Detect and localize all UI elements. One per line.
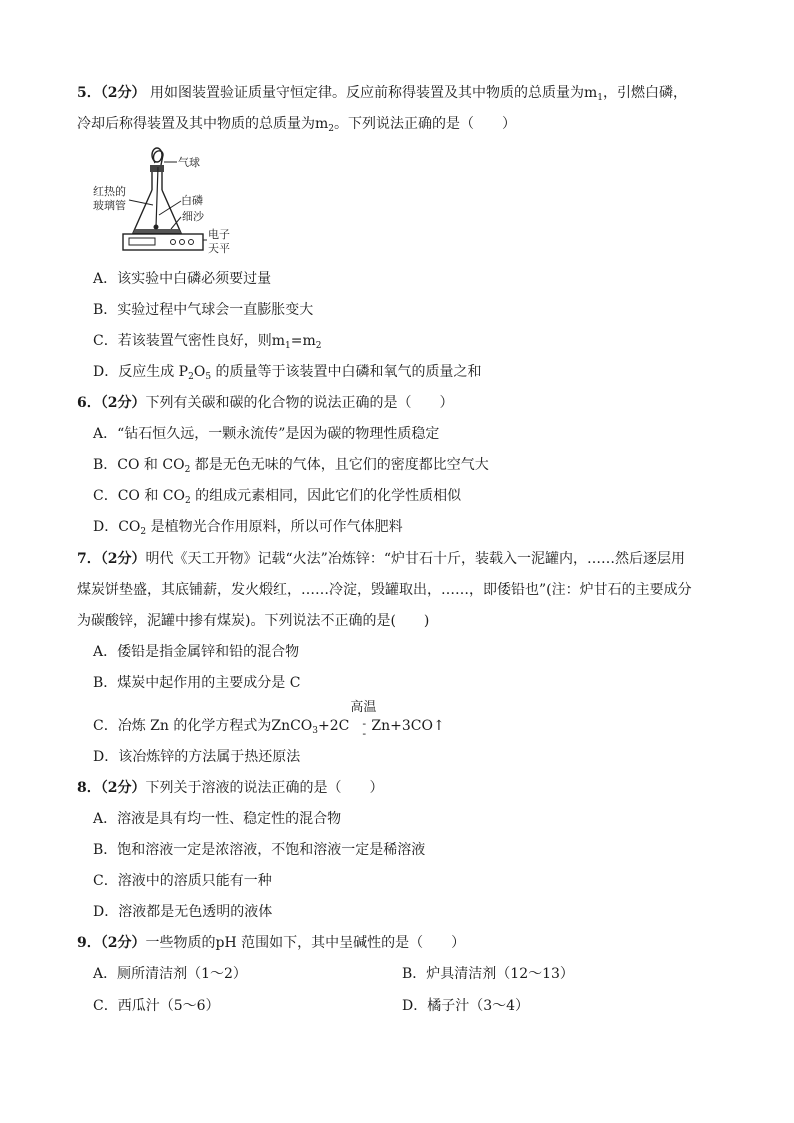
q5-sub-m2: 2 <box>328 124 335 134</box>
q7-stem-line1 <box>77 549 685 569</box>
q5-optd-a: D．反应生成 P <box>93 364 189 380</box>
q5-option-a: A．该实验中白磷必须要过量 <box>93 271 272 287</box>
q7-stem-line2: 煤炭饼垫盛，其底铺薪，发火煅红，……冷淀，毁罐取出，……，即倭铅也”(注：炉甘石的主要成分 <box>77 582 692 598</box>
q6-optd-a: D．CO <box>93 519 141 535</box>
white-phosphorus-mark <box>154 225 159 230</box>
q5-stem-line2 <box>77 114 516 134</box>
q7-option-c <box>93 700 445 740</box>
q9-score: （2分） <box>100 935 146 951</box>
q7-option-d: D．该冶炼锌的方法属于热还原法 <box>93 749 301 765</box>
label-glass-tube-1: 红热的 <box>93 185 126 198</box>
q5-apparatus-figure <box>93 145 253 260</box>
label-balance-2: 天平 <box>208 242 230 255</box>
q6-option-c <box>93 486 461 506</box>
q7-stem-line3: 为碳酸锌，泥罐中掺有煤炭)。下列说法不正确的是( ) <box>77 613 430 629</box>
q7-score: （2分） <box>100 551 146 567</box>
q6-optc-a: C．CO 和 CO <box>93 488 185 504</box>
label-glass-tube-2: 玻璃管 <box>93 199 126 212</box>
q5-optc-sub1: 1 <box>285 341 291 351</box>
q5-text-d: 。下列说法正确的是（ ） <box>334 116 517 132</box>
q7-option-a: A．倭铅是指金属锌和铅的混合物 <box>93 644 300 660</box>
q5-option-d <box>93 362 482 382</box>
q5-optd-sub2: 5 <box>205 372 212 382</box>
leader-phosphorus <box>159 201 181 215</box>
q7-optc-b: +2C <box>318 718 350 734</box>
q6-optd-b: 是植物光合作用原料，所以可作气体肥料 <box>146 519 403 535</box>
q8-option-c: C．溶液中的溶质只能有一种 <box>93 873 272 889</box>
q8-stem <box>77 778 384 798</box>
q9-option-d: D．橘子汁（3～4） <box>402 998 530 1014</box>
electronic-balance <box>123 234 203 250</box>
stopper <box>150 165 164 172</box>
q5-optd-b: O <box>193 364 206 380</box>
q9-option-a: A．厕所清洁剂（1～2） <box>93 966 247 982</box>
q7-optc-c: Zn+3CO↑ <box>371 718 445 734</box>
q5-option-b: B．实验过程中气球会一直膨胀变大 <box>93 302 314 318</box>
balance-display <box>129 238 155 245</box>
q5-text-b: ，引燃白磷， <box>602 85 687 101</box>
q5-optd-c: 的质量等于该装置中白磷和氧气的质量之和 <box>211 364 482 380</box>
q9-option-b: B．炉具清洁剂（12～13） <box>402 966 574 982</box>
q8-option-d: D．溶液都是无色透明的液体 <box>93 904 273 920</box>
q7-condition-dash-2: - <box>362 727 367 740</box>
q6-optb-b: 都是无色无味的气体，且它们的密度都比空气大 <box>190 457 489 473</box>
q9-option-c: C．西瓜汁（5～6） <box>93 998 220 1014</box>
q8-option-a: A．溶液是具有均一性、稳定性的混合物 <box>93 811 342 827</box>
q7-optc-sub: 3 <box>312 726 319 736</box>
q6-score: （2分） <box>100 395 146 411</box>
q6-number: 6． <box>77 395 101 411</box>
q8-stem-text: 下列关于溶液的说法正确的是（ ） <box>145 780 384 796</box>
q5-number: 5． <box>77 85 101 101</box>
q5-text-a: 用如图装置验证质量守恒定律。反应前称得装置及其中物质的总质量为m <box>149 85 598 101</box>
q7-condition-text: 高温 <box>350 700 377 715</box>
label-balance-1: 电子 <box>208 228 230 241</box>
q6-optd-sub: 2 <box>140 527 147 537</box>
q6-stem <box>77 393 454 413</box>
sand-layer <box>133 229 181 233</box>
q5-optc-a: C．若该装置气密性良好，则m <box>93 333 285 349</box>
balance-button-2 <box>180 240 185 245</box>
q9-stem <box>77 933 465 953</box>
q5-score: （2分） <box>100 85 146 101</box>
balance-button-3 <box>189 240 194 245</box>
q6-option-b <box>93 455 489 475</box>
label-sand: 细沙 <box>182 210 204 223</box>
q8-score: （2分） <box>100 780 146 796</box>
q7-condition-dash-1: - <box>362 717 367 730</box>
q5-sub-m1: 1 <box>597 93 603 103</box>
glass-tube <box>156 167 158 227</box>
q6-stem-text: 下列有关碳和碳的化合物的说法正确的是（ ） <box>145 395 454 411</box>
q5-text-c: 冷却后称得装置及其中物质的总质量为m <box>77 116 329 132</box>
leader-sand <box>171 217 181 229</box>
q7-optc-a: C．冶炼 Zn 的化学方程式为ZnCO <box>93 718 313 734</box>
q6-optb-sub: 2 <box>184 465 191 475</box>
q5-optc-sub2: 2 <box>315 341 322 351</box>
q7-line1-text: 明代《天工开物》记载“火法”冶炼锌：“炉甘石十斤，装载入一泥罐内，……然后逐层用 <box>145 551 685 567</box>
q6-option-d <box>93 517 403 537</box>
q5-option-c <box>93 331 321 351</box>
q7-reaction-condition <box>350 700 377 740</box>
q5-stem-line1 <box>77 83 687 103</box>
label-balloon: 气球 <box>178 156 200 169</box>
q8-number: 8． <box>77 780 101 796</box>
q8-option-b: B．饱和溶液一定是浓溶液，不饱和溶液一定是稀溶液 <box>93 842 426 858</box>
q7-number: 7． <box>77 551 101 567</box>
q6-optb-a: B．CO 和 CO <box>93 457 185 473</box>
q6-optc-sub: 2 <box>185 496 191 506</box>
balance-button-1 <box>171 240 176 245</box>
q7-option-b: B．煤炭中起作用的主要成分是 C <box>93 675 301 691</box>
q6-option-a: A．“钻石恒久远，一颗永流传”是因为碳的物理性质稳定 <box>93 426 440 442</box>
q6-optc-b: 的组成元素相同，因此它们的化学性质相似 <box>190 488 462 504</box>
q5-optd-sub1: 2 <box>188 372 194 382</box>
leader-tube <box>129 200 153 205</box>
q9-stem-text: 一些物质的pH 范围如下，其中呈碱性的是（ ） <box>145 935 466 951</box>
label-white-phosphorus: 白磷 <box>181 194 203 207</box>
q5-optc-b: =m <box>290 333 316 349</box>
q9-number: 9． <box>77 935 101 951</box>
